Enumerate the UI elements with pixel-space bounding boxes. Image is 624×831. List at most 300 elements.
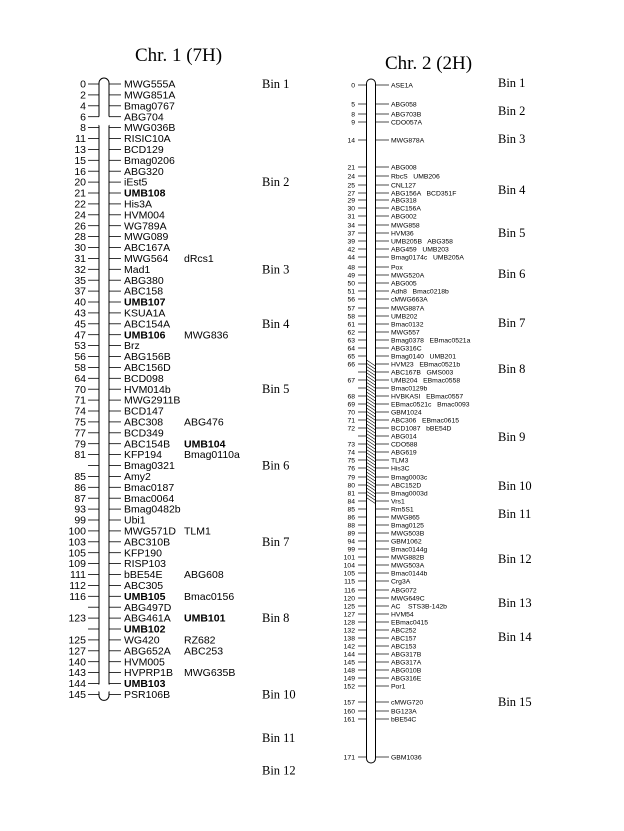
chr1-marker-label: RISP103 [124, 558, 167, 571]
chr1-marker-label: ABG497D [124, 601, 172, 614]
chr1-position: 112 [69, 580, 86, 592]
chr2-position: 50 [347, 280, 355, 288]
chr1-body [99, 78, 109, 700]
chr1-position: 86 [74, 481, 86, 494]
chr2-position: 148 [343, 667, 355, 675]
chromosome-2 [344, 76, 533, 763]
chr2-marker-label: ABG317A [391, 659, 422, 667]
chr1-marker-label-extra: Bmac0156 [184, 590, 235, 603]
chr1-marker-label: ABC156D [124, 362, 171, 374]
chr1-position: 109 [68, 558, 86, 571]
chr2-position: 99 [347, 546, 355, 554]
chr2-position: 72 [347, 425, 355, 433]
chr2-dense-tick [367, 382, 376, 388]
chr1-position: 123 [68, 612, 86, 625]
chr2-marker-label: MWG882B [391, 554, 425, 562]
chr2-marker-label: ABC152D [391, 482, 422, 490]
chr2-dense-tick [367, 494, 376, 500]
chr2-dense-tick [367, 360, 376, 366]
chr2-marker-label: CDO588 [391, 441, 418, 449]
chr1-marker-label: Mad1 [124, 263, 151, 276]
chr2-marker-label: ABG703B [391, 111, 422, 119]
chr2-position: 94 [347, 538, 355, 546]
chr2-position: 51 [347, 288, 355, 296]
chr1-marker-label: ABG380 [124, 274, 164, 287]
chr1-marker-label: BCD129 [124, 144, 164, 156]
chr2-title: Chr. 2 (2H) [385, 53, 473, 74]
chr1-position: 116 [69, 590, 86, 603]
chr1-marker-label-extra: Bmag0110a [184, 449, 240, 462]
chr2-marker-label: HVM23 EBmac0521b [391, 361, 461, 369]
chr2-dense-tick [367, 408, 376, 414]
chr2-position: 64 [347, 345, 355, 353]
chr2-position: 58 [347, 313, 355, 321]
chr1-bin-label: Bin 2 [262, 175, 290, 190]
chr1-position: 127 [68, 645, 86, 658]
chr2-marker-label: MWG520A [391, 272, 425, 280]
chr2-position: 57 [347, 305, 355, 313]
chr1-marker-label-extra: ABC253 [184, 645, 224, 658]
chr2-dense-tick [367, 363, 376, 369]
chr2-marker-label: EBmac0415 [391, 619, 429, 627]
chr2-dense-tick [367, 379, 376, 385]
chr1-position: 74 [74, 405, 86, 418]
chr2-position: 67 [347, 377, 355, 385]
chr2-bin-label: Bin 14 [498, 630, 532, 644]
chr2-dense-tick [367, 443, 376, 449]
chr2-position: 24 [347, 173, 355, 181]
chr1-position: 45 [74, 318, 86, 331]
chr2-marker-label: Bmag0174c UMB205A [391, 254, 464, 262]
chr2-bin-label: Bin 3 [498, 132, 526, 146]
chr2-marker-label: ABC156A [391, 205, 421, 213]
chr2-marker-label: Rm5S1 [391, 506, 414, 514]
chr2-dense-tick [367, 424, 376, 430]
chr1-marker-label: MWG564 [124, 253, 169, 265]
chr1-position: 2 [80, 89, 86, 102]
chr2-marker-label: ABG619 [391, 449, 417, 457]
chr2-dense-tick [367, 450, 376, 456]
chr2-marker-label: ABC157 [391, 635, 417, 643]
chr2-dense-tick [367, 373, 376, 379]
chr1-position: 47 [74, 329, 86, 342]
chr1-marker-label: ABC305 [124, 580, 164, 592]
chr2-marker-label: EBmac0521c Bmac0093 [391, 401, 470, 409]
chr2-marker-label: ABG072 [391, 587, 417, 595]
chr2-dense-tick [367, 482, 376, 488]
chr1-marker-label: Bmag0321 [124, 460, 175, 473]
chr1-marker-label: ABC310B [124, 536, 171, 549]
chr2-marker-label: His3C [391, 465, 410, 473]
chr1-marker-label-extra: RZ682 [184, 634, 216, 647]
chr1-position: 28 [74, 231, 86, 244]
chr2-marker-label: Bmac0144b [391, 570, 428, 578]
chr2-position: 21 [347, 164, 355, 172]
chr2-marker-label: ABG317B [391, 651, 422, 659]
chr1-position: 11 [75, 133, 86, 146]
chr1-marker-label: HVM004 [124, 209, 165, 222]
chr1-position: 87 [74, 492, 86, 505]
chr1-marker-label: MWG851A [124, 89, 176, 102]
chr2-marker-label: CNL127 [391, 182, 416, 190]
chr2-dense-tick [367, 459, 376, 465]
chr1-marker-label: ABG704 [124, 111, 164, 124]
chr1-position: 111 [70, 569, 86, 582]
chr2-dense-tick [367, 427, 376, 433]
chr1-position: 100 [68, 525, 86, 538]
chr2-marker-label: ABC167B GMS003 [391, 369, 454, 377]
chr2-marker-label: GBM1036 [391, 754, 422, 762]
chr2-position: 61 [347, 321, 355, 329]
chr2-bin-label: Bin 11 [498, 507, 532, 521]
chr1-marker-label: MWG036B [124, 122, 176, 135]
chr2-position: 161 [343, 716, 355, 724]
chr2-position: 37 [347, 230, 355, 238]
chr2-dense-tick [367, 475, 376, 481]
chr1-marker-label: WG789A [124, 220, 167, 233]
chr2-marker-label: HVBKASI EBmac0557 [391, 393, 464, 401]
chr1-position: 37 [74, 285, 86, 298]
chr2-position: 5 [351, 101, 355, 109]
chr2-position: 127 [343, 611, 355, 619]
chr2-position: 120 [343, 595, 355, 603]
chr1-position: 85 [74, 471, 86, 483]
chr1-position: 26 [74, 220, 86, 233]
chr1-bin-label: Bin 10 [262, 687, 296, 702]
chr2-position: 39 [347, 238, 355, 246]
chr2-position: 115 [344, 578, 355, 586]
chr2-marker-label: GBM1062 [391, 538, 422, 546]
chr2-position: 14 [347, 137, 355, 145]
chr2-position: 9 [351, 119, 355, 127]
chr2-position: 63 [347, 337, 355, 345]
chr1-marker-label: UMB106 [124, 329, 166, 342]
chr1-position: 79 [74, 438, 86, 451]
chr1-marker-label: ABG652A [124, 645, 171, 658]
chr2-marker-label: BG123A [391, 708, 417, 716]
chr1-position: 144 [68, 678, 86, 691]
chr2-position: 144 [343, 651, 355, 659]
chr2-dense-tick [367, 421, 376, 427]
chr2-marker-label: AC STS3B-142b [391, 603, 447, 611]
chr1-marker-label: Brz [124, 340, 140, 353]
chr1-position: 56 [74, 351, 86, 364]
chr2-position: 31 [347, 213, 355, 221]
chr2-marker-label: ABC252 [391, 627, 417, 635]
chr1-marker-label: HVM014b [124, 383, 171, 396]
chr2-dense-tick [367, 366, 376, 372]
chr2-position: 42 [347, 246, 355, 254]
chr2-dense-tick [367, 414, 376, 420]
chr1-position: 103 [68, 536, 86, 549]
chr1-bin-label: Bin 8 [262, 611, 290, 626]
chr1-title: Chr. 1 (7H) [135, 45, 223, 66]
chr1-marker-label: Bmag0482b [124, 503, 181, 516]
chr1-marker-label: KFP190 [124, 547, 162, 560]
chr2-position: 81 [347, 490, 355, 498]
chr1-position: 140 [68, 656, 86, 669]
chr1-position: 145 [68, 689, 86, 701]
chr2-dense-tick [367, 485, 376, 491]
chr2-position: 25 [347, 182, 355, 190]
chr1-position: 105 [68, 547, 86, 560]
chr1-marker-label: ABG156B [124, 351, 171, 364]
chr2-bin-label: Bin 12 [498, 552, 532, 566]
chr2-marker-label: Vrs1 [391, 498, 405, 506]
chr2-marker-label: RbcS UMB206 [391, 173, 440, 181]
chr2-marker-label: ABG010B [391, 667, 422, 675]
chr2-marker-label: Bmag0125 [391, 522, 424, 530]
chr2-marker-label: Bmac0129b [391, 385, 428, 393]
chr1-marker-label: BCD147 [124, 405, 164, 418]
chr2-position: 145 [343, 659, 355, 667]
chr2-bin-label: Bin 2 [498, 104, 526, 118]
chr1-marker-label: KFP194 [124, 449, 162, 462]
chr1-marker-label: MWG2911B [124, 394, 181, 407]
chr2-dense-tick [367, 488, 376, 494]
chr2-marker-label: cMWG663A [391, 296, 428, 304]
chr2-position: 49 [347, 272, 355, 280]
chr2-bin-label: Bin 10 [498, 479, 532, 493]
chr2-position: 116 [344, 587, 355, 595]
chr2-dense-tick [367, 411, 376, 417]
chr2-dense-tick [367, 446, 376, 452]
chr2-position: 132 [343, 627, 355, 635]
chr1-marker-label: UMB102 [124, 623, 166, 636]
chr2-marker-label: MWG649C [391, 595, 425, 603]
chr2-marker-label: UMB205B ABG358 [391, 238, 453, 246]
chr1-position: 15 [74, 154, 86, 167]
chr2-position: 75 [347, 457, 355, 465]
chr2-position: 70 [347, 409, 355, 417]
chr1-marker-label: Bmag0767 [124, 100, 175, 113]
chr1-marker-label: ABG320 [124, 165, 164, 178]
chr2-position: 71 [347, 417, 355, 425]
chr2-bin-label: Bin 8 [498, 362, 526, 376]
chr2-marker-label: ABG316C [391, 345, 422, 353]
chr2-marker-label: ABC306 EBmac0615 [391, 417, 460, 425]
chr1-marker-label: ABC154B [124, 438, 171, 451]
chr2-position: 56 [347, 296, 355, 304]
chr2-dense-tick [367, 434, 376, 440]
chr1-marker-label: PSR106B [124, 689, 171, 701]
chr1-marker-label: MWG571D [124, 525, 176, 538]
chr1-marker-label: UMB105 [124, 590, 166, 603]
chr2-marker-label: MWG878A [391, 137, 425, 145]
chr2-dense-tick [367, 478, 376, 484]
chr2-marker-label: ABG002 [391, 213, 417, 221]
chr2-position: 157 [343, 699, 355, 707]
chr2-bin-label: Bin 7 [498, 316, 526, 330]
chr1-bin-label: Bin 4 [262, 316, 290, 331]
chr2-dense-tick [367, 440, 376, 446]
chr2-position: 29 [347, 197, 355, 205]
chr1-marker-label-extra: dRcs1 [184, 253, 214, 265]
chr1-bin-label: Bin 7 [262, 534, 290, 549]
chr1-position: 40 [74, 296, 86, 309]
chr1-position: 31 [74, 253, 86, 265]
chr1-marker-label-extra: TLM1 [184, 525, 211, 538]
chr2-dense-tick [367, 491, 376, 497]
chr1-marker-label: bBE54E [124, 569, 163, 582]
chr1-constriction [97, 115, 111, 127]
chr2-position: 68 [347, 393, 355, 401]
chr2-position: 104 [343, 562, 355, 570]
chr2-position: 138 [343, 635, 355, 643]
chr2-dense-tick [367, 386, 376, 392]
chr2-dense-tick [367, 430, 376, 436]
chr2-dense-tick [367, 437, 376, 443]
chr2-marker-label: MWG557 [391, 329, 420, 337]
chr2-marker-label: ABG058 [391, 101, 417, 109]
chr2-marker-label: HVM54 [391, 611, 414, 619]
chr2-position: 27 [347, 190, 355, 198]
chr2-marker-label: ABG316E [391, 675, 422, 683]
chr2-marker-label: ABG014 [391, 433, 417, 441]
chr1-position: 58 [74, 362, 86, 374]
chr2-bin-label: Bin 9 [498, 430, 526, 444]
chr1-position: 4 [80, 100, 86, 113]
chr2-position: 80 [347, 482, 355, 490]
chr2-marker-label: Adh8 Bmac0218b [391, 288, 449, 296]
chr1-marker-label: ABC158 [124, 285, 164, 298]
chr2-marker-label: cMWG720 [391, 699, 424, 707]
chr2-marker-label: UMB202 [391, 313, 418, 321]
chr1-marker-label: His3A [124, 198, 153, 211]
chr2-dense-tick [367, 469, 376, 475]
chr2-dense-tick [367, 498, 376, 504]
chr2-marker-label: ABG318 [391, 197, 417, 205]
chr1-position: 16 [74, 165, 86, 178]
chr2-marker-label: MWG503A [391, 562, 425, 570]
chr2-body [367, 79, 376, 763]
chr2-position: 84 [347, 498, 355, 506]
chr1-bin-label: Bin 5 [262, 382, 290, 397]
chr1-marker-label: KSUA1A [124, 307, 166, 320]
chr1-position: 8 [80, 122, 86, 135]
chr1-position: 13 [74, 144, 86, 156]
chr2-dense-tick [367, 395, 376, 401]
chr1-marker-label: BCD098 [124, 372, 164, 385]
chr1-position: 70 [74, 383, 86, 396]
chr2-position: 62 [347, 329, 355, 337]
chr2-position: 44 [347, 254, 355, 262]
chr1-position: 125 [68, 634, 86, 647]
chr2-position: 79 [347, 474, 355, 482]
chr1-marker-label: iEst5 [124, 176, 148, 189]
chr2-position: 74 [347, 449, 355, 457]
chr2-marker-label: Bmag0140 UMB201 [391, 353, 456, 361]
chr2-position: 8 [351, 111, 355, 119]
chr2-position: 66 [347, 361, 355, 369]
chr2-bin-label: Bin 15 [498, 695, 532, 709]
chr2-dense-tick [367, 398, 376, 404]
chr1-marker-label: UMB108 [124, 187, 166, 200]
chr2-bin-label: Bin 13 [498, 596, 532, 610]
chr2-marker-label: UMB204 EBmac0558 [391, 377, 461, 385]
chr1-marker-label: RISIC10A [124, 133, 171, 146]
chr1-position: 93 [74, 503, 86, 516]
chr2-position: 85 [347, 506, 355, 514]
chr1-marker-label: Bmac0187 [124, 481, 175, 494]
chr2-position: 142 [343, 643, 355, 651]
chr1-position: 0 [80, 78, 86, 91]
chr2-dense-tick [367, 418, 376, 424]
chr1-bin-label: Bin 3 [262, 262, 290, 277]
chr2-marker-label: MWG865 [391, 514, 420, 522]
chr1-marker-label-extra: UMB101 [184, 612, 226, 625]
chr1-position: 99 [74, 514, 86, 527]
chr1-position: 32 [74, 263, 86, 276]
chr1-marker-label: MWG555A [124, 78, 176, 91]
chr1-marker-label: ABC167A [124, 242, 171, 255]
chr2-marker-label: ABG008 [391, 164, 417, 172]
chr2-marker-label: ABG459 UMB203 [391, 246, 449, 254]
chr1-marker-label-extra: UMB104 [184, 438, 226, 451]
chr2-dense-tick [367, 456, 376, 462]
chr1-position: 22 [74, 198, 86, 211]
chr2-marker-label: TLM3 [391, 457, 409, 465]
chr1-position: 24 [74, 209, 86, 222]
chr2-marker-label: MWG858 [391, 222, 420, 230]
chr2-marker-label: BCD1087 bBE54D [391, 425, 452, 433]
chr2-position: 48 [347, 264, 355, 272]
chr1-marker-label: Ubi1 [124, 514, 146, 527]
chr2-position: 88 [347, 522, 355, 530]
chr1-marker-label: HVPRP1B [124, 667, 174, 680]
chr1-marker-label: ABC154A [124, 318, 171, 331]
chr2-marker-label: Por1 [391, 683, 406, 691]
chr1-position: 43 [74, 307, 86, 320]
chr1-marker-label: Bmac0064 [124, 492, 175, 505]
chr1-position: 35 [74, 274, 86, 287]
chr2-position: 105 [343, 570, 355, 578]
chr1-position: 20 [74, 176, 86, 189]
chr2-position: 34 [347, 222, 355, 230]
chr1-marker-label: ABC308 [124, 416, 164, 429]
chr2-marker-label: Bmac0132 [391, 321, 424, 329]
chr1-marker-label-extra: MWG836 [184, 329, 229, 342]
chr1-position: 143 [68, 667, 86, 680]
chr2-bin-label: Bin 4 [498, 183, 526, 197]
chr2-marker-label: Bmag0378 EBmac0521a [391, 337, 471, 345]
chr1-position: 64 [74, 372, 86, 385]
chr2-position: 0 [351, 82, 355, 90]
chr2-bin-label: Bin 6 [498, 267, 526, 281]
chr1-bin-label: Bin 6 [262, 458, 290, 473]
chr1-position: 30 [74, 242, 86, 255]
chr2-marker-label: MWG503B [391, 530, 425, 538]
chr2-dense-tick [367, 472, 376, 478]
chr1-marker-label: UMB103 [124, 678, 166, 691]
chr1-constriction [97, 683, 111, 693]
chr1-marker-label-extra: ABG608 [184, 569, 224, 582]
chr2-marker-label: HVM36 [391, 230, 414, 238]
chr2-position: 69 [347, 401, 355, 409]
chr2-position: 149 [343, 675, 355, 683]
chr2-dense-tick [367, 402, 376, 408]
chr1-marker-label: Amy2 [124, 471, 151, 483]
chr1-position: 71 [74, 394, 86, 407]
chr2-position: 101 [343, 554, 355, 562]
chr2-position: 125 [343, 603, 355, 611]
chr2-marker-label: ABG156A BCD351F [391, 190, 457, 198]
chr2-marker-label: bBE54C [391, 716, 417, 724]
chr1-marker-label: WG420 [124, 634, 160, 647]
chr2-marker-label: Bmag0003c [391, 474, 428, 482]
chr1-bin-label: Bin 12 [262, 763, 296, 778]
chr2-dense-tick [367, 466, 376, 472]
